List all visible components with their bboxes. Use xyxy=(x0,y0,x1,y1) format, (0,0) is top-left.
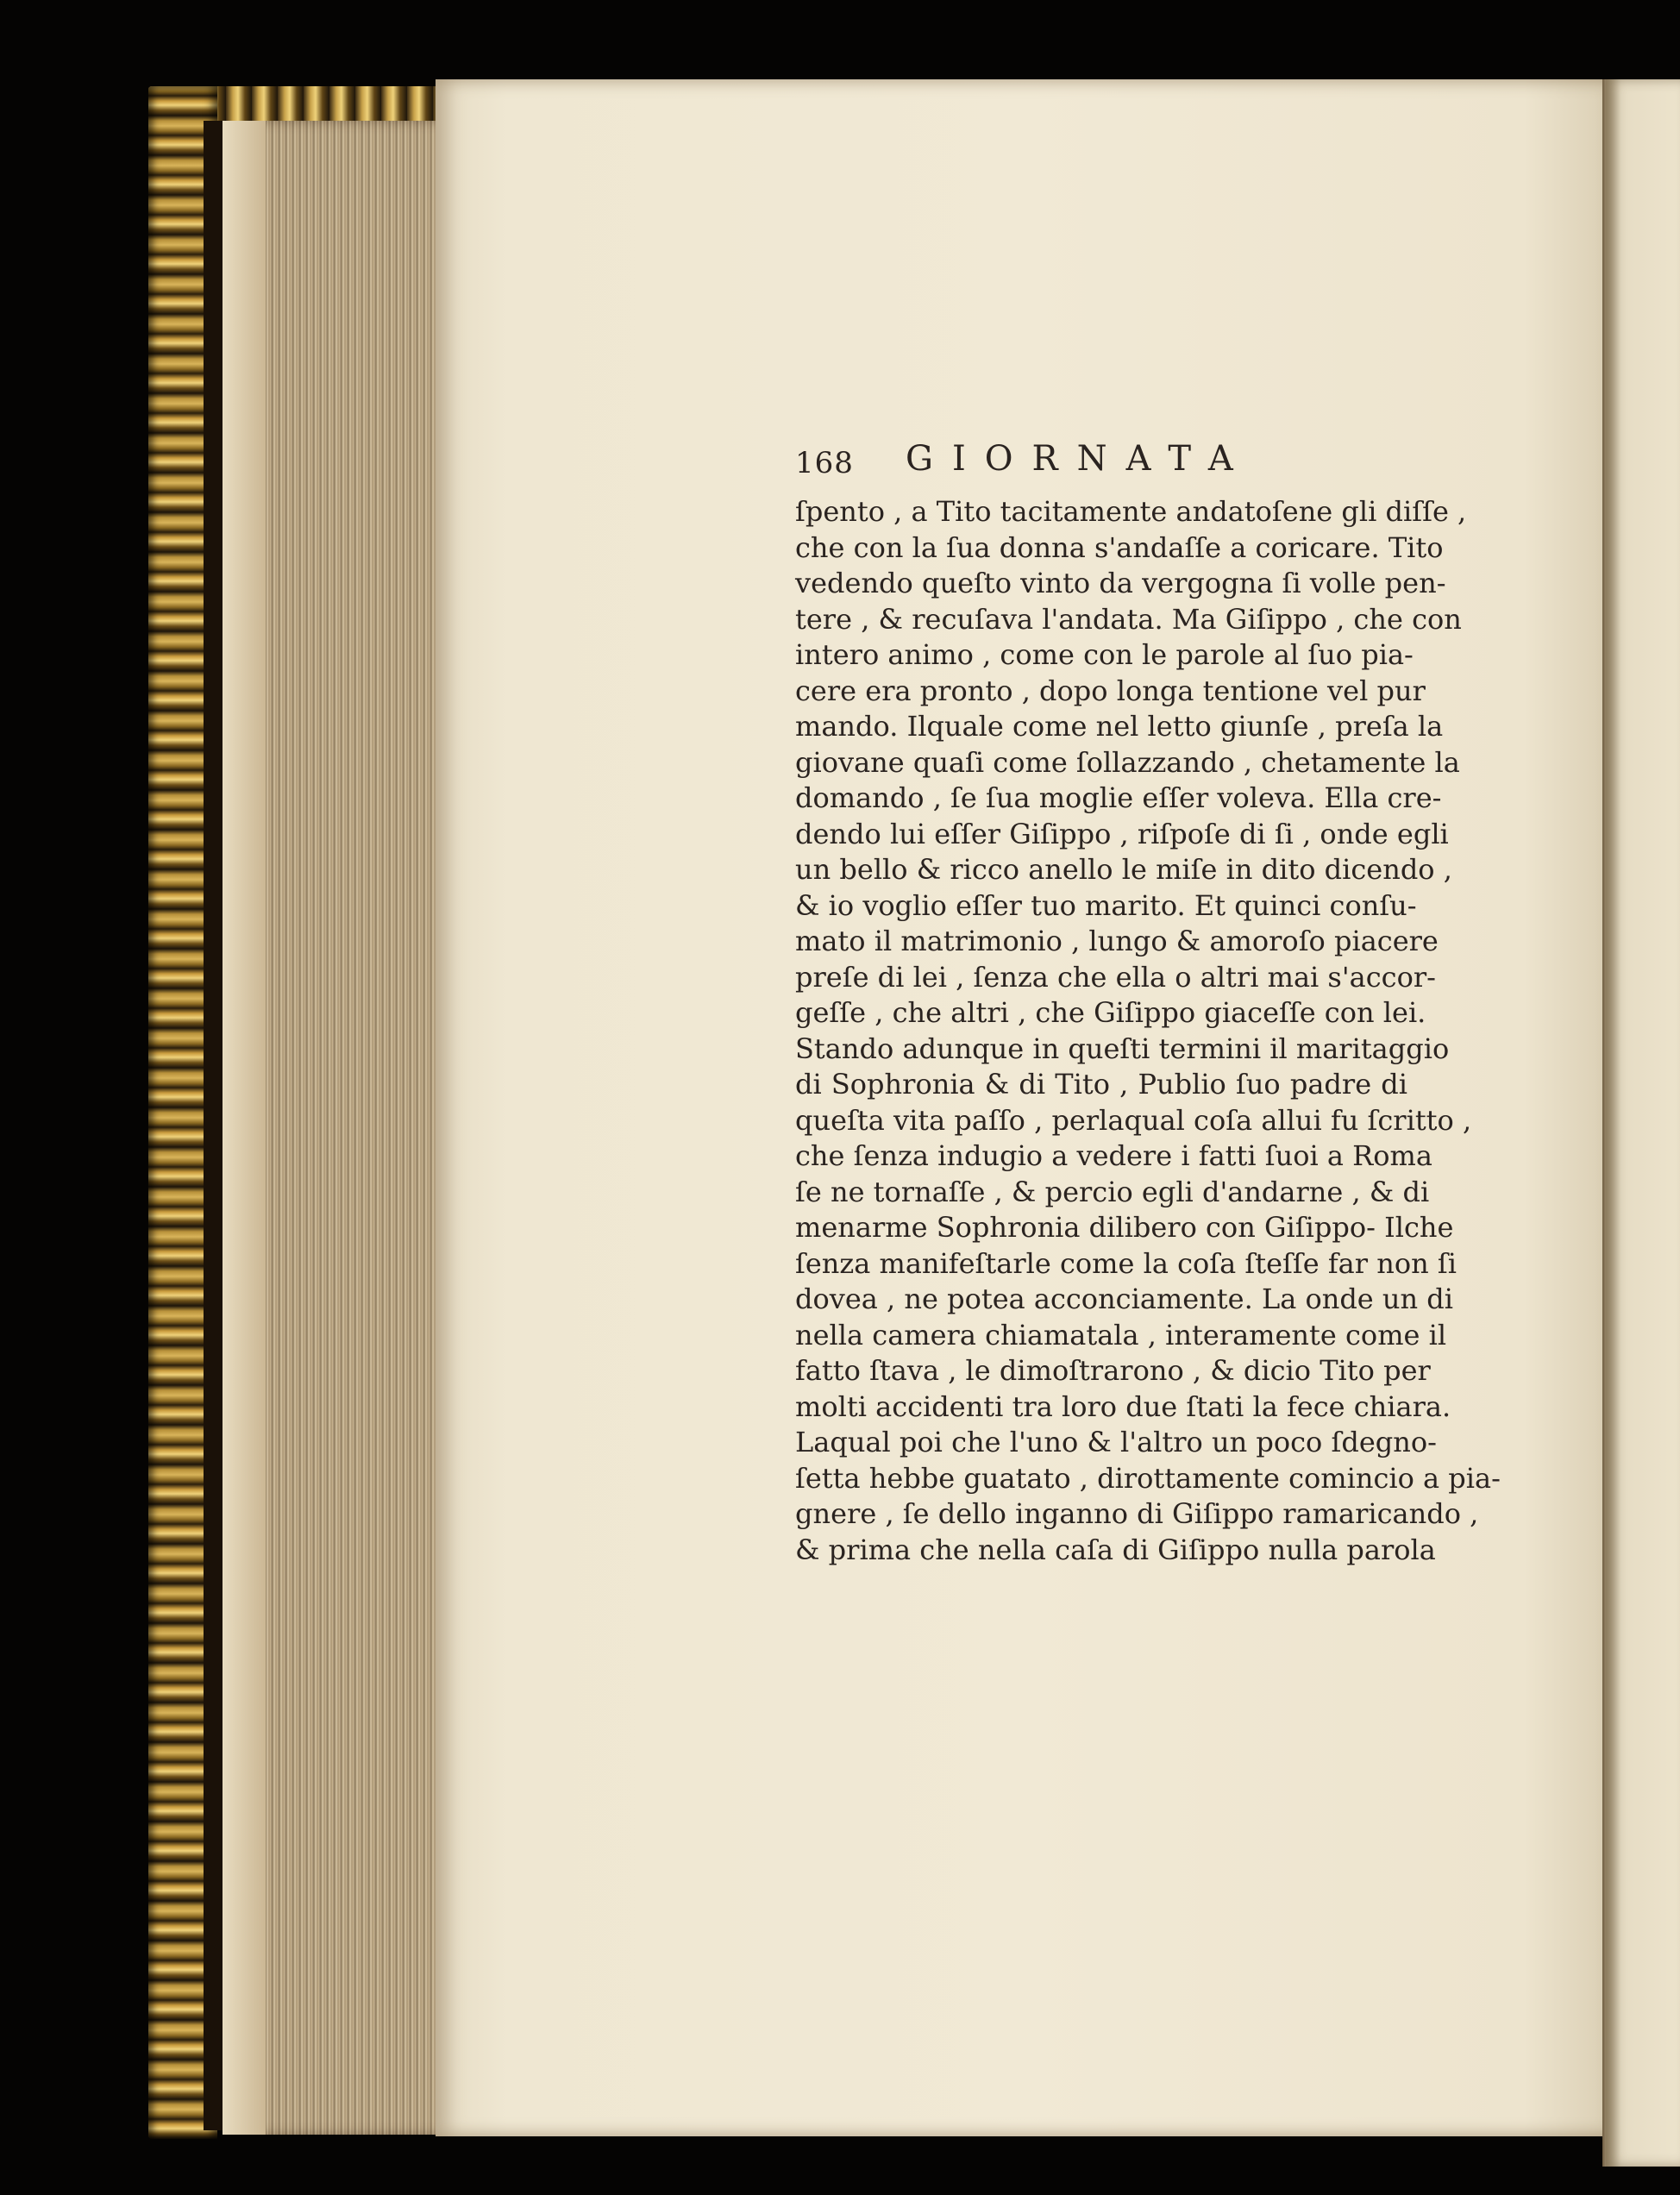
text-line: menarme Sophronia dilibero con Giſippo- Ilche xyxy=(795,1211,1454,1244)
text-line: & prima che nella caſa di Giſippo nulla parola xyxy=(795,1533,1436,1566)
text-line: ſe ne tornaſſe , & percio egli d'andarne , & di xyxy=(795,1175,1430,1208)
text-line: che ſenza indugio a vedere i fatti ſuoi a Roma xyxy=(795,1139,1432,1172)
text-line: molti accidenti tra loro due ſtati la fece chiara. xyxy=(795,1389,1451,1423)
text-line: preſe di lei , ſenza che ella o altri mai s'accor- xyxy=(795,960,1436,994)
text-line: queſta vita paſſo , perlaqual coſa allui fu ſcritto , xyxy=(795,1103,1472,1137)
text-line: mando. Ilquale come nel letto giunſe , preſa la xyxy=(795,710,1444,743)
binding-inner-edge xyxy=(204,121,223,2130)
text-line: intero animo , come con le parole al ſuo pia- xyxy=(795,638,1414,671)
text-line: & io voglio eſſer tuo marito. Et quinci conſu- xyxy=(795,888,1417,922)
text-line: tere , & recuſava l'andata. Ma Giſippo , che con xyxy=(795,602,1462,636)
text-line: vedendo queſto vinto da vergogna ſi volle pen- xyxy=(795,567,1446,599)
text-line: di Sophronia & di Tito , Publio ſuo padre di xyxy=(795,1068,1407,1101)
page-block-highlight xyxy=(223,121,266,2135)
body-text xyxy=(795,494,1501,1568)
text-line: ſetta hebbe guatato , dirottamente comincio a pia- xyxy=(795,1461,1501,1495)
facing-page-edge xyxy=(1606,79,1680,2167)
text-line: cere era pronto , dopo longa tentione vel pur xyxy=(795,674,1426,707)
text-line: che con la ſua donna s'andaſſe a coricare. Tito xyxy=(795,530,1444,564)
text-line: geſſe , che altri , che Giſippo giaceſſe con lei. xyxy=(795,996,1426,1029)
page-text-block xyxy=(795,436,1501,1568)
running-head xyxy=(795,436,1407,487)
page-number: 168 xyxy=(795,446,854,480)
text-line: fatto ſtava , le dimoſtrarono , & dicio Tito per xyxy=(795,1354,1431,1387)
text-line: dendo lui eſſer Giſippo , riſpoſe di ſi , onde egli xyxy=(795,817,1449,850)
text-line: dovea , ne potea acconciamente. La onde un di xyxy=(795,1283,1454,1315)
text-line: ſpento , a Tito tacitamente andatoſene gli diſſe , xyxy=(795,495,1467,528)
text-line: gnere , ſe dello inganno di Giſippo ramaricando , xyxy=(795,1497,1479,1530)
running-title: GIORNATA xyxy=(906,439,1252,479)
text-line: Laqual poi che l'uno & l'altro un poco ſdegno- xyxy=(795,1426,1437,1458)
text-line: domando , ſe ſua moglie eſſer voleva. Ella cre- xyxy=(795,781,1442,814)
text-line: mato il matrimonio , lungo & amoroſo piacere xyxy=(795,925,1439,957)
text-line: nella camera chiamatala , interamente come il xyxy=(795,1318,1447,1351)
text-line: giovane quaſi come ſollazzando , chetamente la xyxy=(795,745,1460,779)
text-line: un bello & ricco anello le miſe in dito dicendo , xyxy=(795,853,1452,886)
text-line: Stando adunque in queſti termini il maritaggio xyxy=(795,1032,1450,1065)
text-line: ſenza manifeſtarle come la coſa ſteſſe far non ſi xyxy=(795,1246,1457,1280)
